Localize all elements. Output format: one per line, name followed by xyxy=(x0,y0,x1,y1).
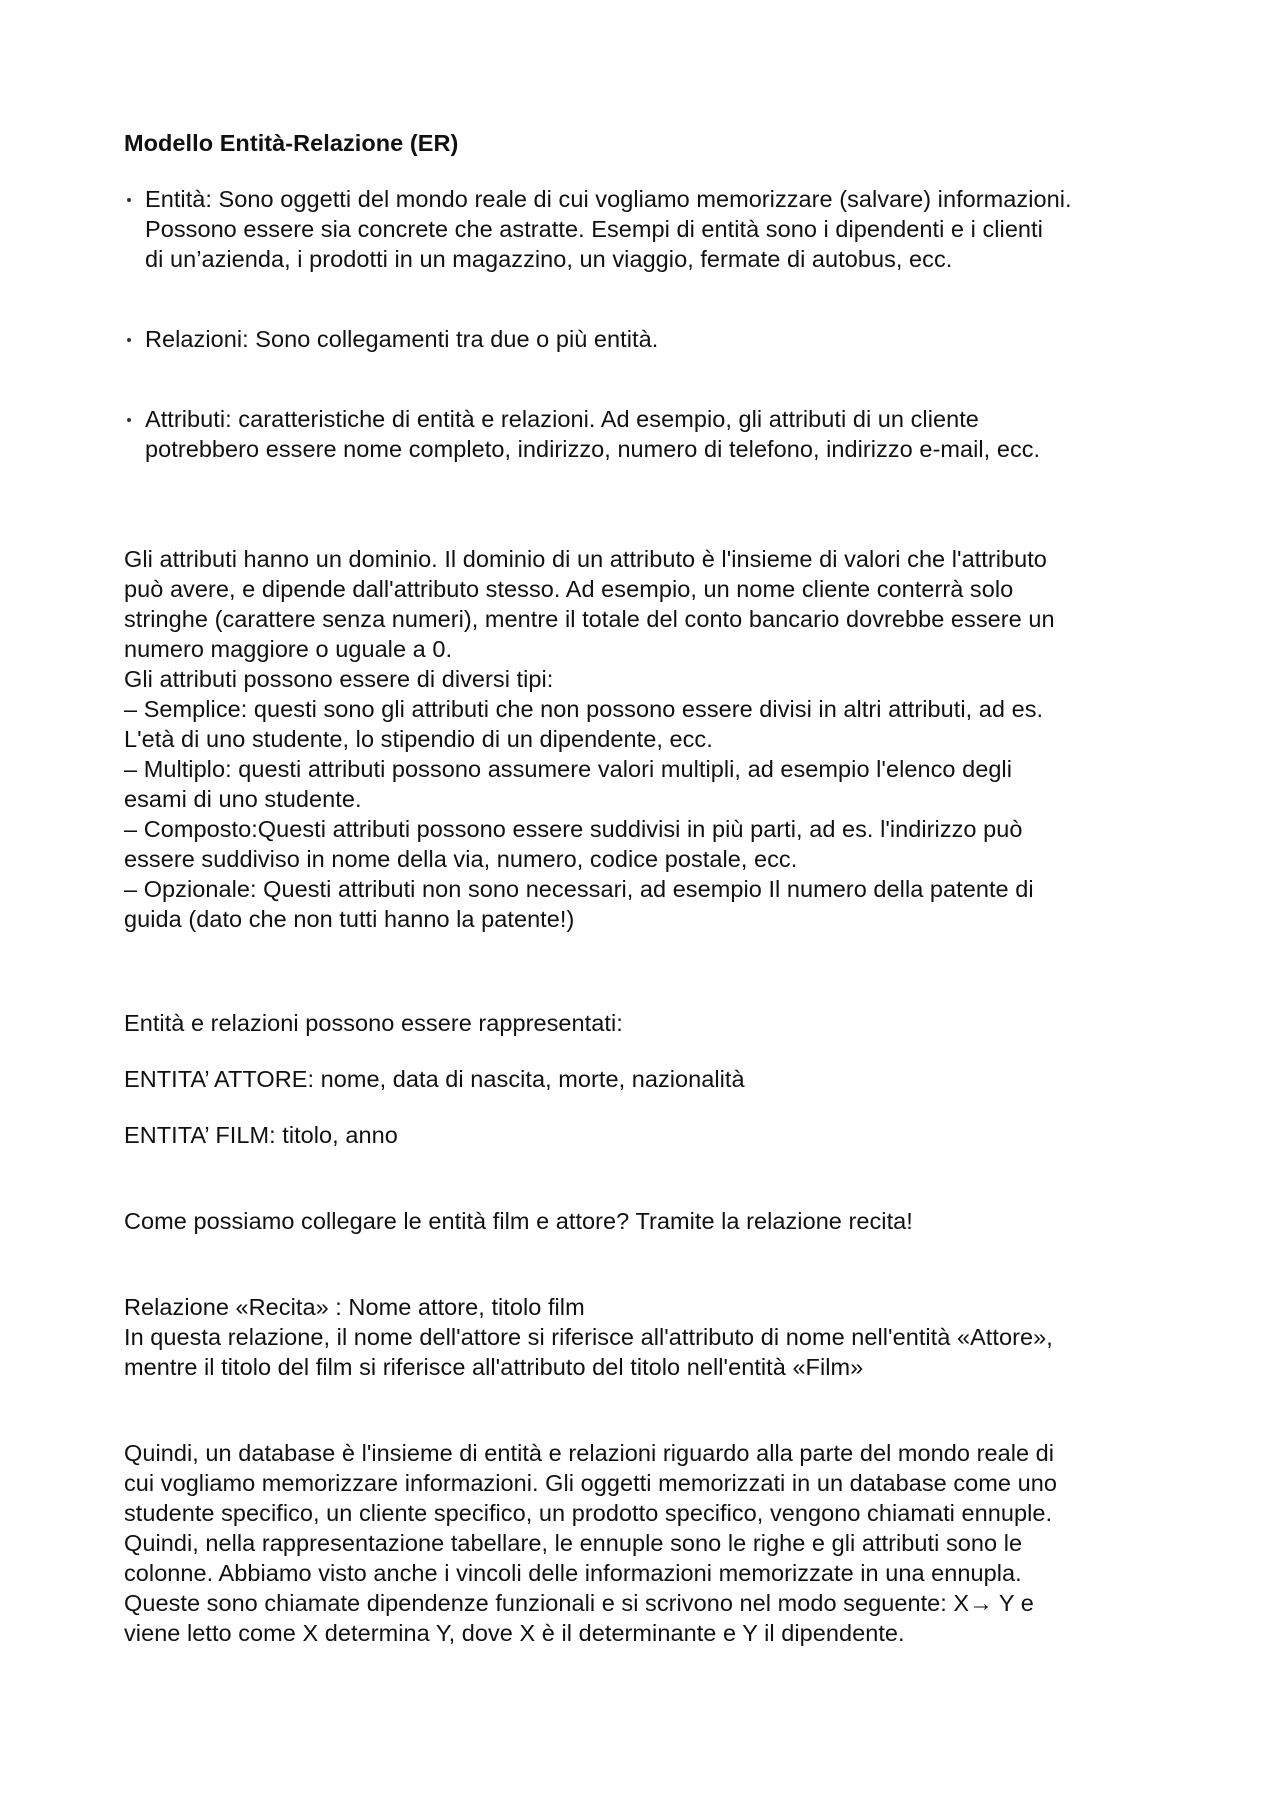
entity-attore-line: ENTITA’ ATTORE: nome, data di nascita, morte, nazionalità xyxy=(124,1066,745,1092)
question-paragraph: Come possiamo collegare le entità film e attore? Tramite la relazione recita! xyxy=(124,1208,913,1234)
domain-paragraph xyxy=(124,544,1184,934)
text-line: numero maggiore o uguale a 0. xyxy=(124,636,453,662)
definitions-list xyxy=(124,184,1184,464)
text-line: cui vogliamo memorizzare informazioni. Gli oggetti memorizzati in un database come uno xyxy=(124,1470,1057,1496)
text-line: viene letto come X determina Y, dove X è il determinante e Y il dipendente. xyxy=(124,1620,905,1646)
bullet-relazioni xyxy=(124,324,1184,354)
entity-film-line: ENTITA’ FILM: titolo, anno xyxy=(124,1122,398,1148)
text-line: Possono essere sia concrete che astratte. Esempi di entità sono i dipendenti e i clienti xyxy=(145,216,1043,242)
text-line: mentre il titolo del film si riferisce all'attributo del titolo nell'entità «Film» xyxy=(124,1354,864,1380)
text-line: Quindi, un database è l'insieme di entità e relazioni riguardo alla parte del mondo reale di xyxy=(124,1440,1055,1466)
text-line: Entità: Sono oggetti del mondo reale di cui vogliamo memorizzare (salvare) informazioni. xyxy=(145,186,1072,212)
text-line: Relazione «Recita» : Nome attore, titolo film xyxy=(124,1294,585,1320)
text-line: di un’azienda, i prodotti in un magazzino, un viaggio, fermate di autobus, ecc. xyxy=(145,246,953,272)
recita-paragraph xyxy=(124,1292,1184,1382)
document-body xyxy=(124,128,1184,1648)
document-title: Modello Entità-Relazione (ER) xyxy=(124,130,459,156)
text-line: essere suddiviso in nome della via, numero, codice postale, ecc. xyxy=(124,846,798,872)
text-line: Gli attributi hanno un dominio. Il dominio di un attributo è l'insieme di valori che l'attributo xyxy=(124,546,1047,572)
text-line: potrebbero essere nome completo, indirizzo, numero di telefono, indirizzo e-mail, ecc. xyxy=(145,436,1041,462)
text-line: L'età di uno studente, lo stipendio di un dipendente, ecc. xyxy=(124,726,713,752)
text-line: – Semplice: questi sono gli attributi che non possono essere divisi in altri attributi, ad es. xyxy=(124,696,1044,722)
text-line: stringhe (carattere senza numeri), mentre il totale del conto bancario dovrebbe essere un xyxy=(124,606,1055,632)
text-line: In questa relazione, il nome dell'attore si riferisce all'attributo di nome nell'entità «Attore», xyxy=(124,1324,1053,1350)
bullet-attributi xyxy=(124,404,1184,464)
text-line: Queste sono chiamate dipendenze funzionali e si scrivono nel modo seguente: X→ Y e xyxy=(124,1590,1034,1616)
text-line: può avere, e dipende dall'attributo stesso. Ad esempio, un nome cliente conterrà solo xyxy=(124,576,1014,602)
text-line: – Multiplo: questi attributi possono assumere valori multipli, ad esempio l'elenco degli xyxy=(124,756,1012,782)
representation-intro: Entità e relazioni possono essere rappresentati: xyxy=(124,1010,623,1036)
text-line: Quindi, nella rappresentazione tabellare, le ennuple sono le righe e gli attributi sono le xyxy=(124,1530,1023,1556)
text-line: Relazioni: Sono collegamenti tra due o più entità. xyxy=(145,326,659,352)
text-line: – Composto:Questi attributi possono essere suddivisi in più parti, ad es. l'indirizzo può xyxy=(124,816,1023,842)
text-line: colonne. Abbiamo visto anche i vincoli delle informazioni memorizzate in una ennupla. xyxy=(124,1560,1022,1586)
text-line: studente specifico, un cliente specifico, un prodotto specifico, vengono chiamati ennuple. xyxy=(124,1500,1053,1526)
conclusion-paragraph xyxy=(124,1438,1184,1648)
text-line: esami di uno studente. xyxy=(124,786,362,812)
text-line: Attributi: caratteristiche di entità e relazioni. Ad esempio, gli attributi di un cliente xyxy=(145,406,979,432)
bullet-entita xyxy=(124,184,1184,274)
text-line: Gli attributi possono essere di diversi tipi: xyxy=(124,666,554,692)
text-line: – Opzionale: Questi attributi non sono necessari, ad esempio Il numero della patente di xyxy=(124,876,1034,902)
text-line: guida (dato che non tutti hanno la patente!) xyxy=(124,906,575,932)
